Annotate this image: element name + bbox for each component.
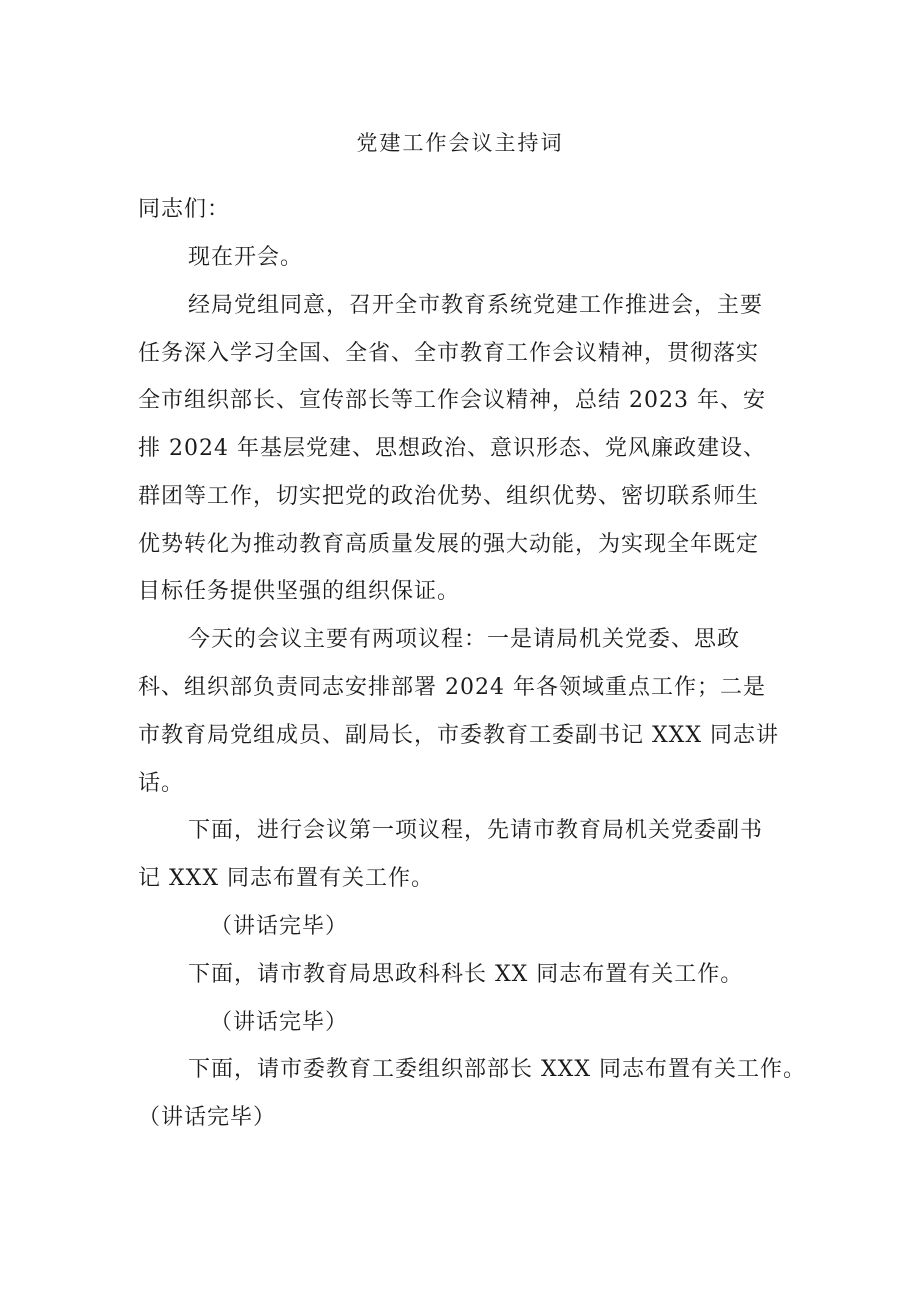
- paragraph-line: 群团等工作，切实把党的政治优势、组织优势、密切联系师生: [138, 484, 760, 509]
- paragraph-line: 记 XXX 同志布置有关工作。: [138, 866, 434, 891]
- paragraph-line: 任务深入学习全国、全省、全市教育工作会议精神，贯彻落实: [138, 341, 760, 366]
- speech-complete-note: （讲话完毕）: [210, 1010, 349, 1035]
- paragraph-line: 今天的会议主要有两项议程：一是请局机关党委、思政: [188, 627, 741, 652]
- paragraph-line: 市教育局党组成员、副局长，市委教育工委副书记 XXX 同志讲: [138, 723, 779, 748]
- salutation: 同志们：: [138, 197, 231, 222]
- paragraph-line: 排 2024 年基层党建、思想政治、意识形态、党风廉政建设、: [138, 436, 766, 461]
- speech-complete-note: （讲话完毕）: [210, 914, 349, 939]
- paragraph-line: 下面，进行会议第一项议程，先请市教育局机关党委副书: [188, 818, 764, 843]
- document-title: 党建工作会议主持词: [356, 131, 564, 155]
- paragraph-line: 下面，请市委教育工委组织部部长 XXX 同志布置有关工作。: [188, 1057, 806, 1082]
- paragraph-line: 优势转化为推动教育高质量发展的强大动能，为实现全年既定: [138, 532, 760, 557]
- paragraph-line: 经局党组同意，召开全市教育系统党建工作推进会，主要: [188, 293, 764, 318]
- paragraph-line: 目标任务提供坚强的组织保证。: [138, 579, 461, 604]
- paragraph-line: 科、组织部负责同志安排部署 2024 年各领域重点工作；二是: [138, 675, 766, 700]
- paragraph-line: 全市组织部长、宣传部长等工作会议精神，总结 2023 年、安: [138, 388, 766, 413]
- paragraph-line: 现在开会。: [188, 245, 304, 270]
- speech-complete-note: （讲话完毕）: [138, 1105, 277, 1130]
- paragraph-line: 话。: [138, 771, 185, 796]
- paragraph-line: 下面，请市教育局思政科科长 XX 同志布置有关工作。: [188, 962, 744, 987]
